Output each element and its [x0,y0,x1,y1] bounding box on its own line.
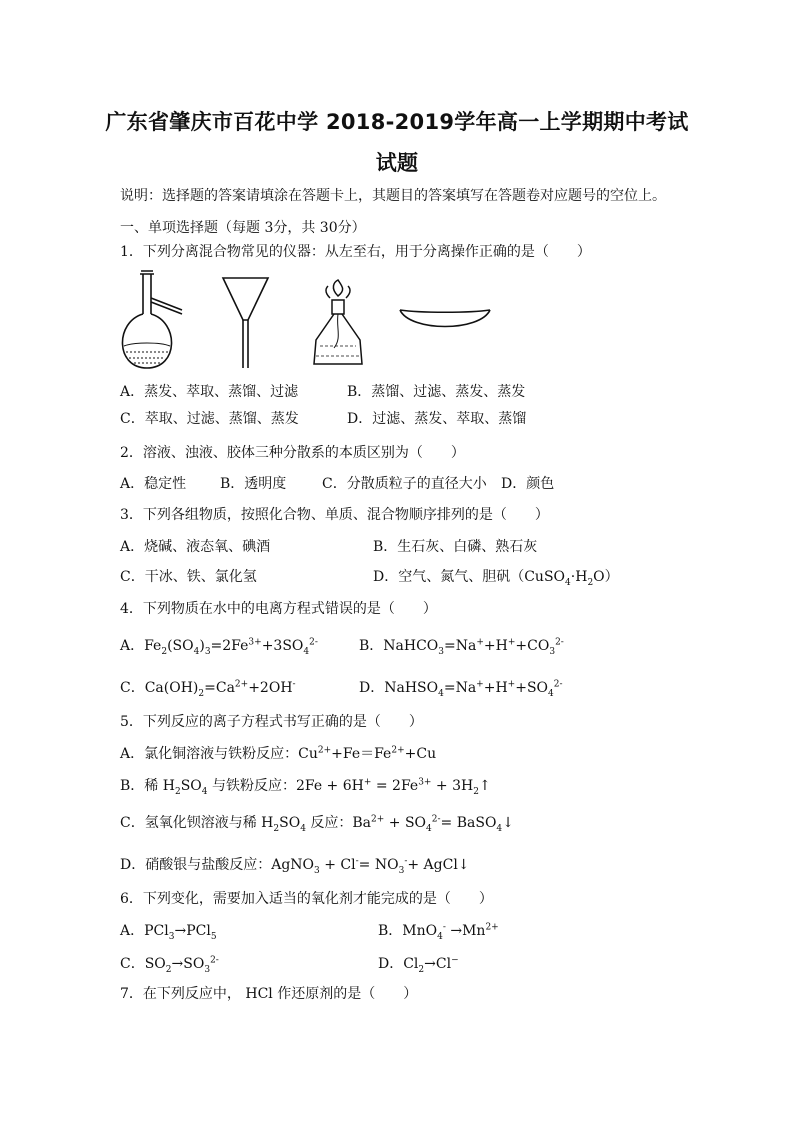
question-5-option-b[interactable]: B．稀 $H_2SO_4$ 与铁粉反应：$2Fe + 6H^+ = 2Fe^{3+}$ + $3H_2↑$ [120,777,491,797]
question-4-option-d[interactable]: D．$NaHSO_4=Na^++H^++SO_4^{2-}$ [359,679,563,699]
question-1-stem: 1．下列分离混合物常见的仪器：从左至右，用于分离操作正确的是（ ） [120,244,591,260]
question-6-option-c[interactable]: C．$SO_2\to SO_3^{2-}$ [120,955,219,975]
question-2-stem: 2．溶液、浊液、胶体三种分散系的本质区别为（ ） [120,445,465,461]
question-5-option-c[interactable]: C．氢氧化钡溶液与稀 $H_2SO_4$ 反应：$Ba^{2+} + SO_4^{2-}=$ BaSO$_4$↓ [120,814,514,834]
question-4-option-a[interactable]: A．$Fe_2(SO_4)_3=2Fe^{3+}+3SO_4^{2-}$ [120,637,318,657]
question-6-stem: 6．下列变化，需要加入适当的氧化剂才能完成的是（ ） [120,891,493,907]
question-5-stem: 5．下列反应的离子方程式书写正确的是（ ） [120,714,423,730]
instructions-text: 说明：选择题的答案请填涂在答题卡上，其题目的答案填写在答题卷对应题号的空位上。 [120,188,666,204]
question-2-option-d[interactable]: D．颜色 [501,476,555,492]
question-4-stem: 4．下列物质在水中的电离方程式错误的是（ ） [120,601,437,617]
question-5-option-d[interactable]: D．硝酸银与盐酸反应：AgNO$_3$ + $Cl^-= NO_3^-+$ AgCl↓ [120,856,470,876]
question-3-option-c[interactable]: C．干冰、铁、氯化氢 [120,569,257,585]
question-2-option-b[interactable]: B．透明度 [220,476,287,492]
question-6-option-b[interactable]: B．$MnO_4^- \to Mn^{2+}$ [378,922,499,942]
question-4-option-b[interactable]: B．$NaHCO_3=Na^++H^++CO_3^{2-}$ [359,637,564,657]
question-3-option-d[interactable]: D．空气、氮气、胆矾$(CuSO_4\cdot H_2O)$ [373,569,619,588]
funnel-icon [223,278,268,368]
question-7-stem: 7．在下列反应中， HCl 作还原剂的是（ ） [120,986,418,1002]
page-title-continued: 试题 [375,151,419,175]
question-6-option-a[interactable]: A．PCl$_3$→PCl$_5$ [120,923,217,942]
question-2-option-a[interactable]: A．稳定性 [120,476,187,492]
alcohol-lamp-icon [314,280,362,364]
question-3-stem: 3．下列各组物质，按照化合物、单质、混合物顺序排列的是（ ） [120,507,549,523]
question-3-option-a[interactable]: A．烧碱、液态氧、碘酒 [120,539,271,555]
question-1-option-c[interactable]: C．萃取、过滤、蒸馏、蒸发 [120,411,299,427]
evaporating-dish-icon [400,310,490,327]
question-4-option-c[interactable]: C．$Ca(OH)_2=Ca^{2+}+2OH^-$ [120,679,296,699]
question-5-option-a[interactable]: A．氯化铜溶液与铁粉反应：$Cu^{2+}+Fe=Fe^{2+}+Cu$ [120,745,437,762]
section-heading: 一、单项选择题（每题 3分，共 30分） [120,220,366,236]
question-1-option-b[interactable]: B．蒸馏、过滤、蒸发、蒸发 [347,384,526,400]
question-1-option-a[interactable]: A．蒸发、萃取、蒸馏、过滤 [120,384,299,400]
page-title: 广东省肇庆市百花中学 2018-2019学年高一上学期期中考试 [105,110,689,134]
question-2-option-c[interactable]: C．分散质粒子的直径大小 [322,476,487,492]
distillation-flask-icon [122,271,182,368]
question-6-option-d[interactable]: D．$Cl_2\to Cl^-$ [378,955,459,975]
question-1-option-d[interactable]: D．过滤、蒸发、萃取、蒸馏 [347,411,527,427]
apparatus-figure [110,268,510,378]
question-3-option-b[interactable]: B．生石灰、白磷、熟石灰 [373,539,538,555]
